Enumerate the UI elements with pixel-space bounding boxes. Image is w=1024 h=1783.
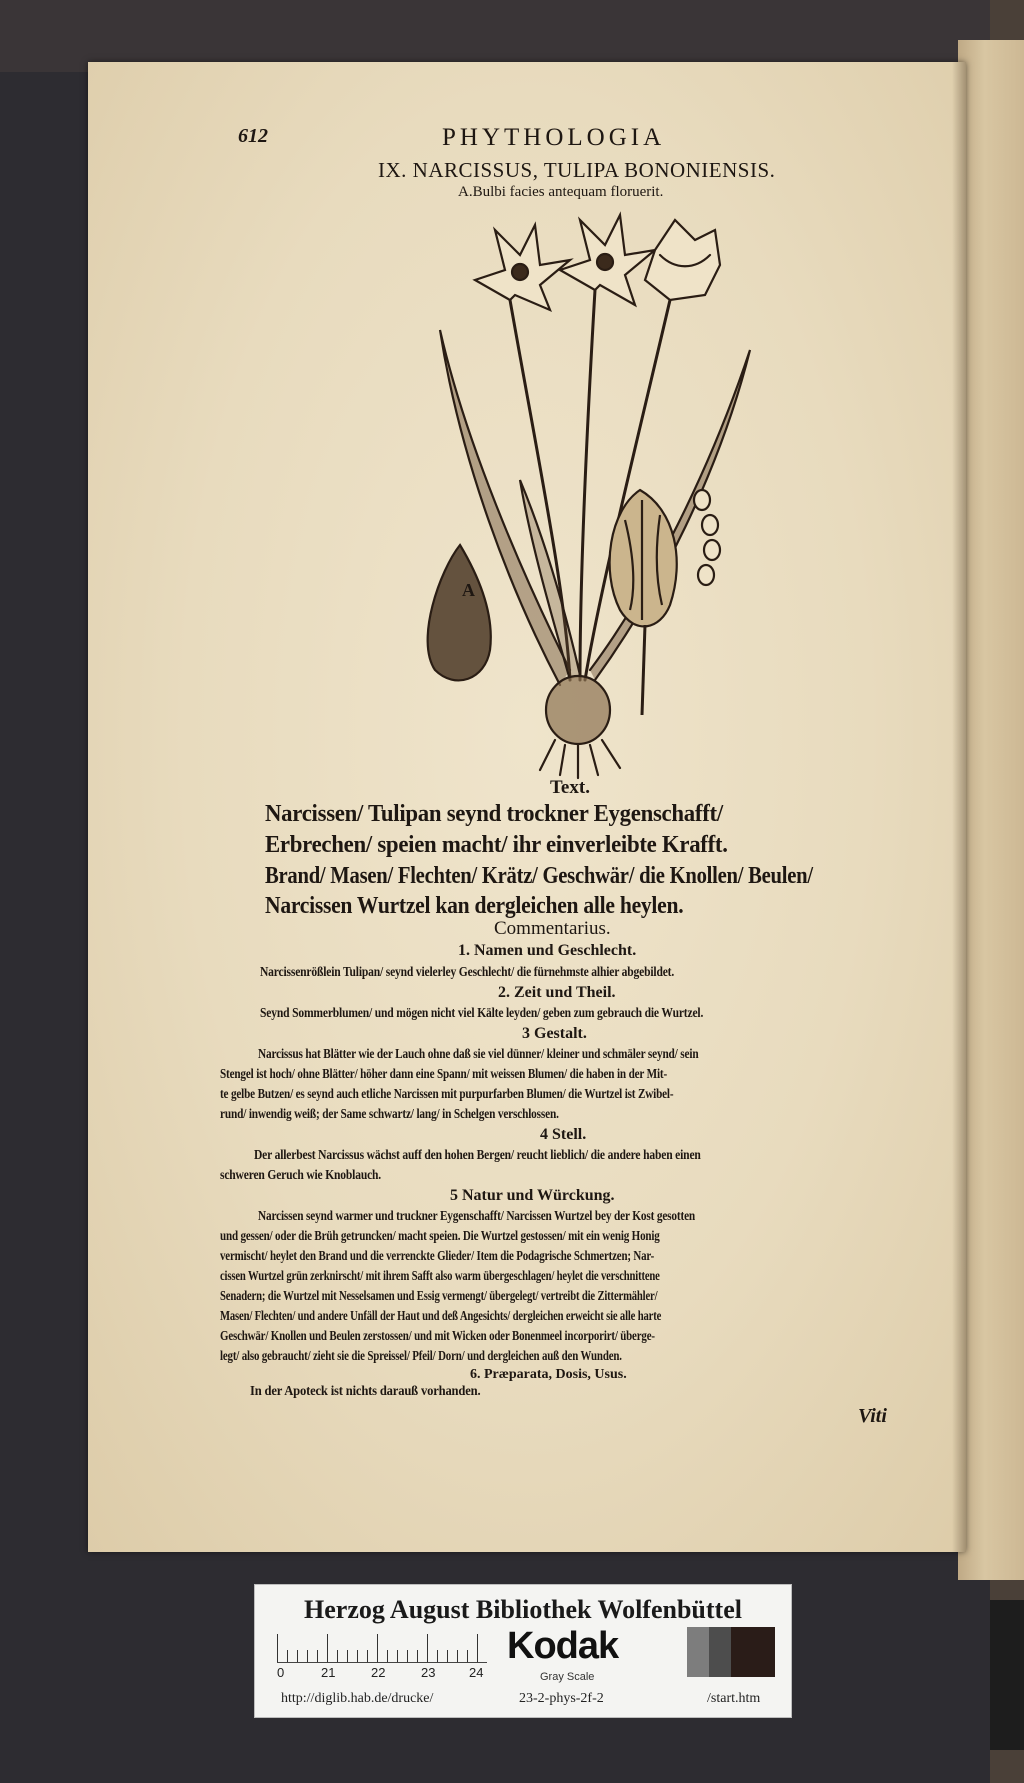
body-line: Narcissenrößlein Tulipan/ seynd vielerley Geschlecht/ die fürnehmste alhier abgebildet.	[260, 964, 675, 979]
body-line: vermischt/ heylet den Brand und die verrenckte Glieder/ Item die Podagrische Schmertzen; Nar-	[220, 1248, 655, 1263]
body-line: te gelbe Butzen/ es seynd auch etliche Narcissen mit purpurfarben Blumen/ die Wurtzel ist Zwibel-	[220, 1086, 674, 1101]
verse-heading: Text.	[550, 777, 590, 798]
library-name: Herzog August Bibliothek Wolfenbüttel	[304, 1595, 742, 1624]
body-line: Senadern; die Wurtzel mit Nesselsamen und Essig vermengt/ übergelegt/ vertreibt die Zittermähler/	[220, 1288, 658, 1303]
ruler-number: 21	[321, 1665, 336, 1680]
body-line: und gessen/ oder die Brüh getruncken/ macht speien. Die Wurtzel gestossen/ mit ein wenig Honig	[220, 1228, 660, 1243]
body-line: Narcissus hat Blätter wie der Lauch ohne daß sie viel dünner/ kleiner und schmäler seynd/ sein	[258, 1046, 699, 1061]
facing-page-edge	[958, 40, 1024, 1580]
body-line: Seynd Sommerblumen/ und mögen nicht viel Kälte leyden/ geben zum gebrauch die Wurtzel.	[260, 1005, 704, 1020]
shelfmark: 23-2-phys-2f-2	[519, 1691, 604, 1706]
figure-label: A	[462, 580, 475, 600]
body-line: Der allerbest Narcissus wächst auff den hohen Bergen/ reucht lieblich/ die andere haben einen	[254, 1147, 701, 1162]
catchword: Viti	[858, 1405, 887, 1427]
verse-line: Brand/ Masen/ Flechten/ Krätz/ Geschwär/ die Knollen/ Beulen/	[265, 863, 813, 889]
commentary-title: Commentarius.	[494, 918, 611, 939]
verse-line: Narcissen/ Tulipan seynd trockner Eygenschafft/	[265, 801, 723, 827]
gray-scale-label: Gray Scale	[540, 1671, 595, 1683]
body-line: Masen/ Flechten/ und andere Unfäll der Haut und deß Angesichts/ dergleichen erweicht sie alle harte	[220, 1308, 662, 1323]
section-heading: 5 Natur und Würckung.	[450, 1187, 615, 1204]
page-number: 612	[238, 125, 268, 147]
running-head: PHYTHOLOGIA	[442, 124, 666, 151]
body-line: schweren Geruch wie Knoblauch.	[220, 1167, 382, 1182]
gray-swatch-mid	[709, 1627, 731, 1677]
verse-line: Erbrechen/ speien macht/ ihr einverleibte Krafft.	[265, 832, 728, 858]
section-heading: 1. Namen und Geschlecht.	[458, 942, 637, 959]
body-line: Stengel ist hoch/ ohne Blätter/ höher dann eine Spann/ mit weissen Blumen/ die haben in der Mit-	[220, 1066, 668, 1081]
gray-swatch-dark	[731, 1627, 775, 1677]
body-line: legt/ also gebraucht/ zieht sie die Spreissel/ Pfeil/ Dorn/ und dergleichen auß den Wunden.	[220, 1348, 622, 1363]
kodak-logo: Kodak	[507, 1625, 619, 1667]
section-heading: 4 Stell.	[540, 1126, 587, 1143]
body-line: rund/ inwendig weiß; der Same schwartz/ lang/ in Schelgen verschlossen.	[220, 1106, 559, 1121]
section-heading: 3 Gestalt.	[522, 1025, 587, 1042]
scale-ruler	[277, 1630, 487, 1663]
tulip-woodcut-illustration	[420, 210, 760, 780]
body-line: In der Apoteck ist nichts darauß vorhanden.	[250, 1384, 481, 1399]
body-line: cissen Wurtzel grün zerknirscht/ mit ihrem Safft also warm übergeschlagen/ heylet die verschnittene	[220, 1268, 660, 1283]
section-title: IX. NARCISSUS, TULIPA BONONIENSIS.	[378, 158, 776, 182]
page-gutter-shadow	[952, 62, 966, 1552]
ruler-number: 23	[421, 1665, 436, 1680]
body-line: Geschwär/ Knollen und Beulen zerstossen/ und mit Wicken oder Bonenmeel incorporirt/ überge-	[220, 1328, 655, 1343]
verse-line: Narcissen Wurtzel kan dergleichen alle heylen.	[265, 893, 684, 919]
scan-color-bar	[254, 1584, 792, 1718]
side-measuring-tape	[990, 1600, 1024, 1750]
section-heading: 6. Præparata, Dosis, Usus.	[470, 1367, 627, 1382]
ruler-number: 0	[277, 1665, 285, 1680]
gray-swatch-light	[687, 1627, 709, 1677]
url-suffix: /start.htm	[707, 1691, 761, 1706]
ruler-number: 24	[469, 1665, 484, 1680]
digital-library-url: http://diglib.hab.de/drucke/	[281, 1691, 434, 1706]
section-heading: 2. Zeit und Theil.	[498, 984, 616, 1001]
body-line: Narcissen seynd warmer und truckner Eygenschafft/ Narcissen Wurtzel bey der Kost gesotten	[258, 1208, 696, 1223]
figure-caption: A.Bulbi facies antequam floruerit.	[458, 184, 664, 200]
ruler-number: 22	[371, 1665, 386, 1680]
